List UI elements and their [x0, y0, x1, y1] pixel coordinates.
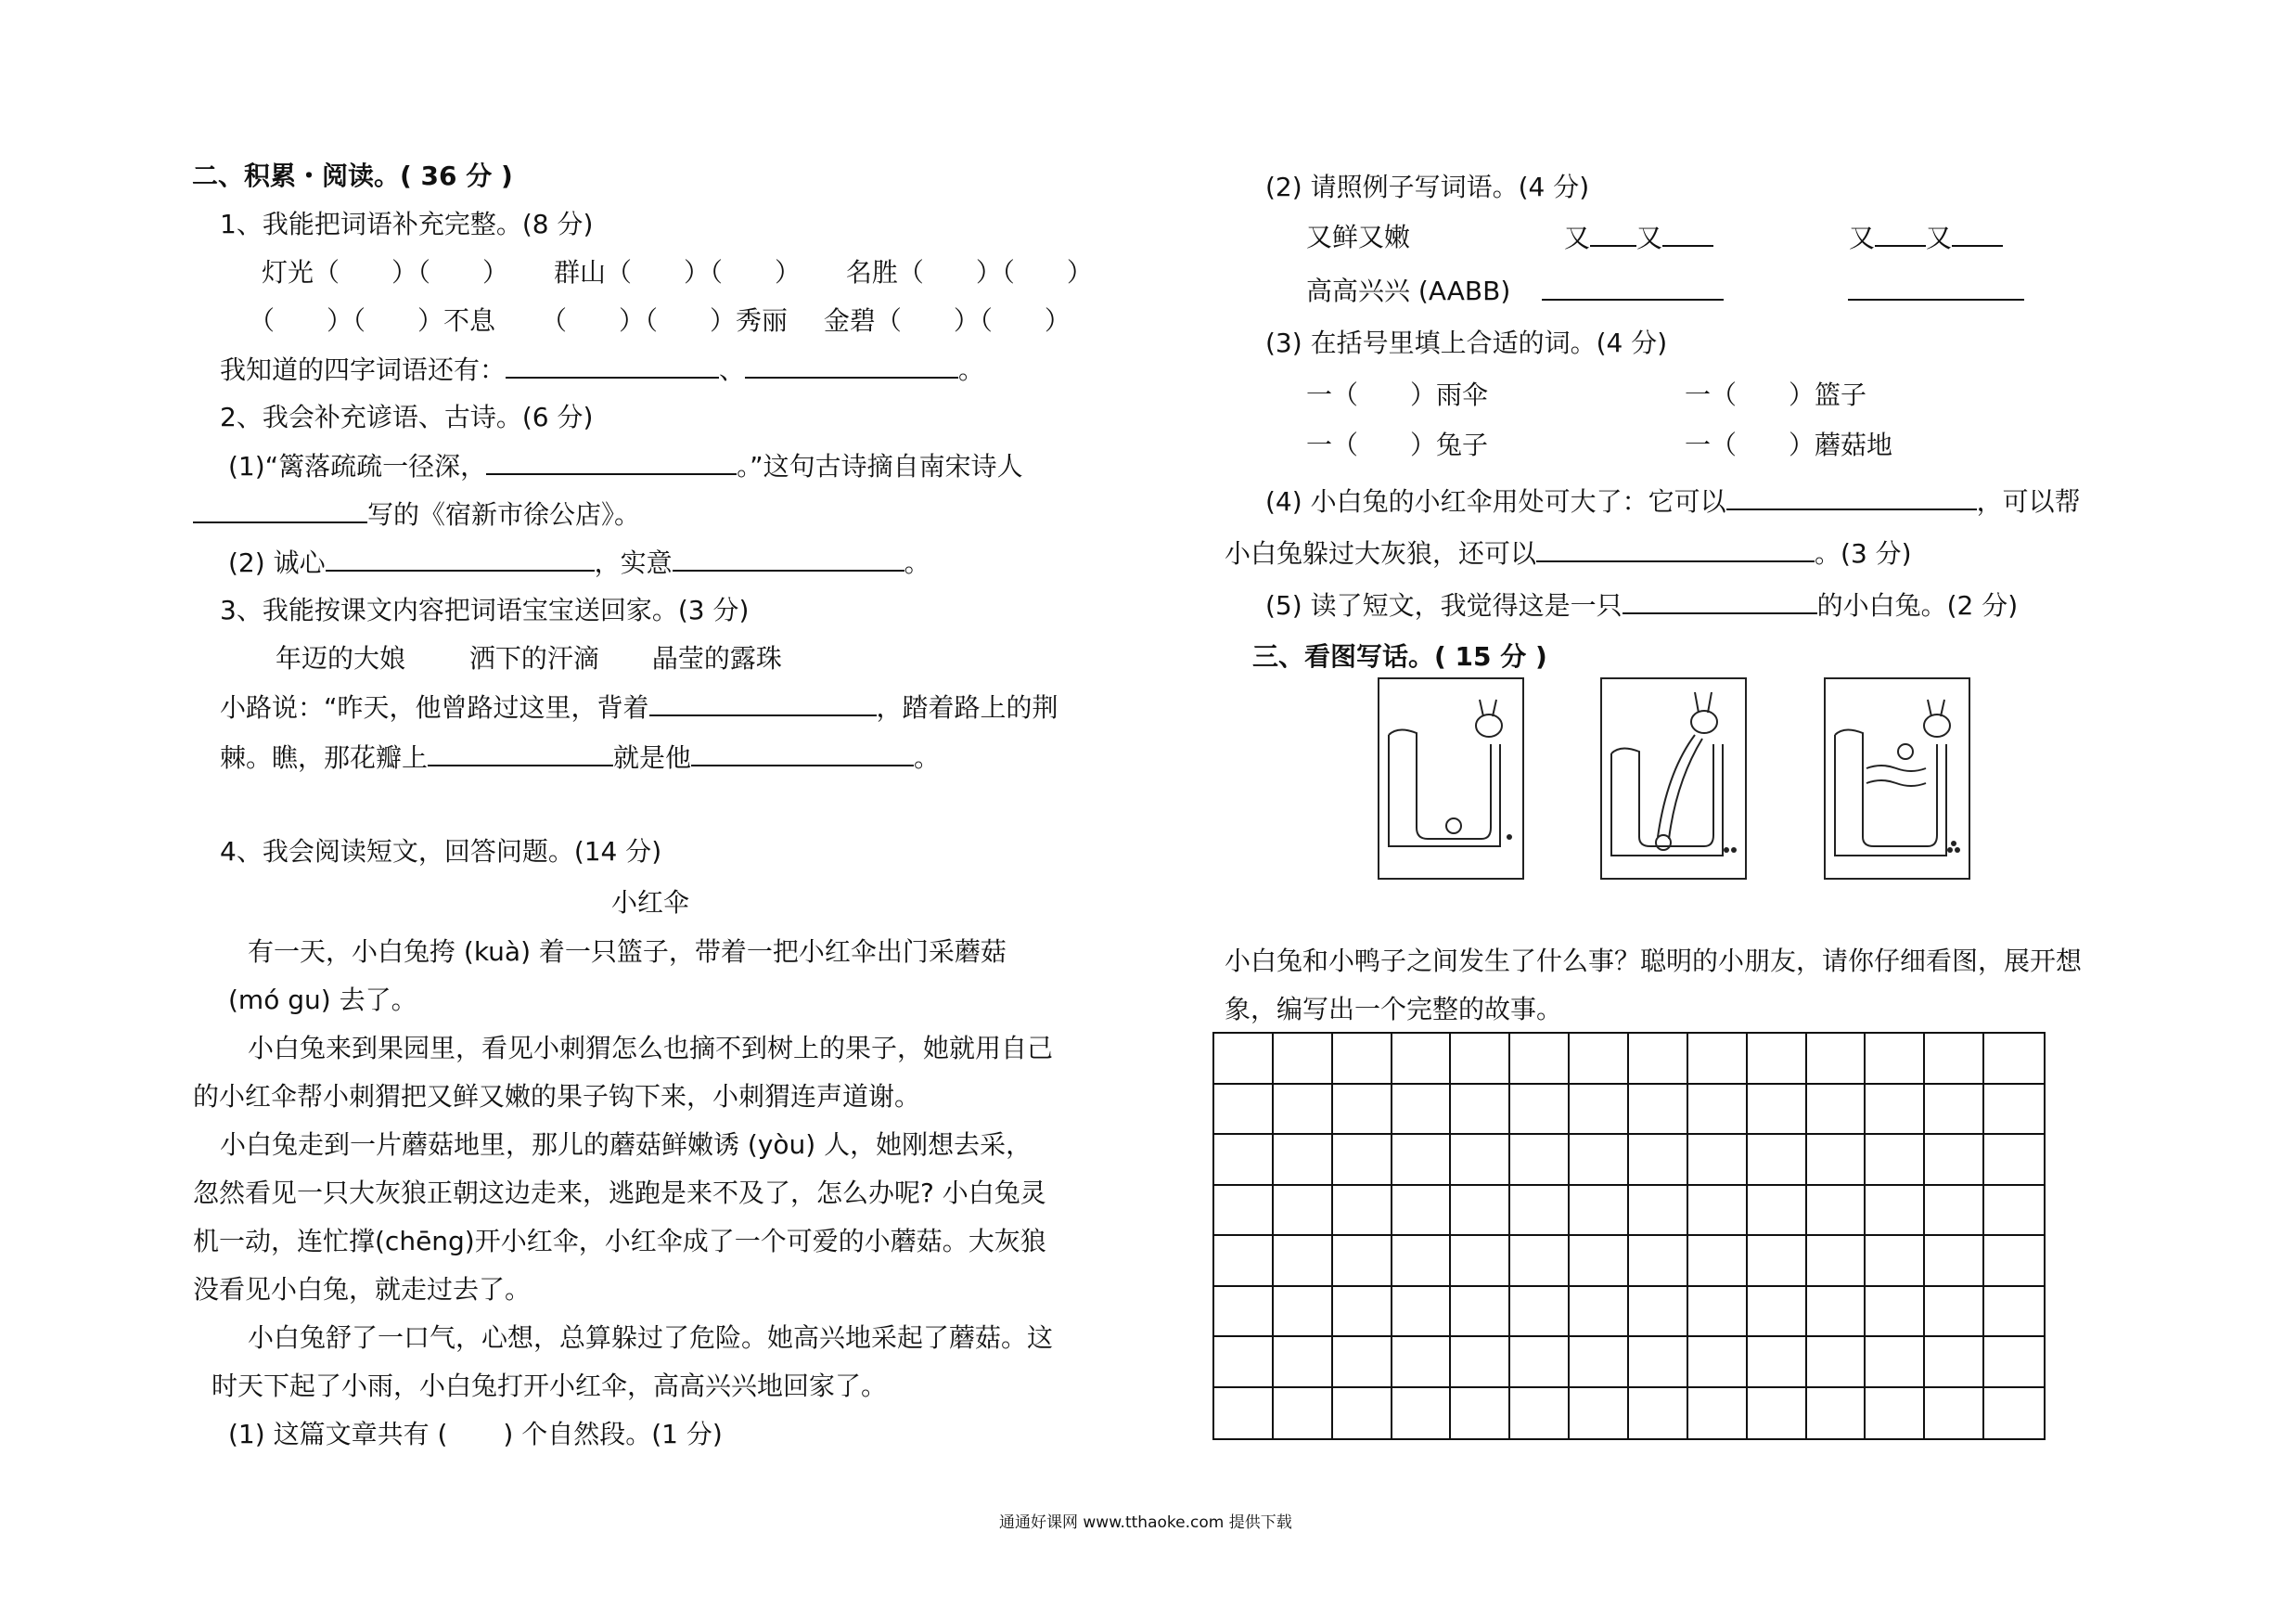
word-chip: 年迈的大娘 [276, 643, 406, 674]
q4-sub-4-line-1: (4) 小白兔的小红伞用处可大了：它可以 ，可以帮 [1265, 486, 2081, 517]
blank[interactable] [1536, 536, 1815, 562]
grid-cell[interactable] [1629, 1287, 1688, 1338]
q4-sub-2-heading: (2) 请照例子写词语。(4 分) [1265, 172, 1590, 202]
blank[interactable] [1542, 275, 1724, 301]
grid-cell[interactable] [1866, 1135, 1925, 1186]
grid-cell[interactable] [1629, 1085, 1688, 1136]
grid-cell[interactable] [1333, 1236, 1392, 1287]
grid-cell[interactable] [1807, 1287, 1866, 1338]
q4-sub-2-line-2 [1848, 275, 2024, 309]
grid-cell[interactable] [1984, 1236, 2044, 1287]
grid-cell[interactable] [1274, 1236, 1333, 1287]
q4-sub-4-line-2: 小白兔躲过大灰狼，还可以 。(3 分) [1225, 538, 1912, 569]
grid-cell[interactable] [1214, 1085, 1274, 1136]
q2-heading: 2、我会补充谚语、古诗。(6 分) [220, 402, 594, 432]
grid-cell[interactable] [1688, 1135, 1748, 1186]
q3-sentence-2: 棘。瞧，那花瓣上 就是他 。 [220, 742, 941, 773]
grid-cell[interactable] [1984, 1186, 2044, 1237]
section-2-title: 二、积累・阅读。( 36 分 ) [192, 161, 513, 191]
story-title: 小红伞 [611, 887, 690, 918]
grid-cell[interactable] [1570, 1085, 1629, 1136]
grid-cell[interactable] [1570, 1034, 1629, 1085]
grid-cell[interactable] [1214, 1186, 1274, 1237]
q4-sub-5: (5) 读了短文，我觉得这是一只 的小白兔。(2 分) [1265, 590, 2019, 621]
grid-cell[interactable] [1510, 1337, 1570, 1388]
blank[interactable] [691, 740, 914, 766]
q4-sub-2-line-1 [1542, 275, 1724, 309]
grid-cell[interactable] [1333, 1135, 1392, 1186]
grid-cell[interactable] [1274, 1135, 1333, 1186]
story-line: 时天下起了小雨，小白兔打开小红伞，高高兴兴地回家了。 [212, 1371, 888, 1401]
story-line: 有一天，小白兔挎 (kuà) 着一只篮子，带着一把小红伞出门采蘑菇 [248, 936, 1007, 967]
grid-cell[interactable] [1925, 1085, 1984, 1136]
grid-cell[interactable] [1333, 1287, 1392, 1338]
grid-cell[interactable] [1392, 1135, 1452, 1186]
grid-cell[interactable] [1570, 1236, 1629, 1287]
picture-panel-1 [1378, 677, 1524, 880]
grid-cell[interactable] [1866, 1337, 1925, 1388]
grid-cell[interactable] [1214, 1388, 1274, 1439]
grid-cell[interactable] [1392, 1337, 1452, 1388]
grid-cell[interactable] [1984, 1135, 2044, 1186]
q3-word-bank [276, 642, 782, 676]
grid-cell[interactable] [1333, 1388, 1392, 1439]
grid-cell[interactable] [1274, 1287, 1333, 1338]
word-chip: 洒下的汗滴 [468, 643, 599, 674]
blank[interactable] [326, 546, 595, 572]
grid-cell[interactable] [1629, 1337, 1688, 1388]
grid-cell[interactable] [1748, 1337, 1807, 1388]
story-line: 忽然看见一只大灰狼正朝这边走来，逃跑是来不及了，怎么办呢? 小白兔灵 [193, 1178, 1046, 1208]
grid-cell[interactable] [1214, 1337, 1274, 1388]
grid-cell[interactable] [1214, 1135, 1274, 1186]
grid-cell[interactable] [1748, 1287, 1807, 1338]
q1-word: 金碧 [823, 305, 876, 336]
story-line: 的小红伞帮小刺猬把又鲜又嫩的果子钩下来，小刺猬连声道谢。 [193, 1081, 921, 1112]
q1-word: 不息 [443, 305, 496, 336]
blank[interactable] [1848, 275, 2024, 301]
blank[interactable] [1952, 221, 2003, 247]
grid-cell[interactable] [1688, 1337, 1748, 1388]
q4-heading: 4、我会阅读短文，回答问题。(14 分) [220, 836, 662, 867]
grid-cell[interactable] [1629, 1186, 1688, 1237]
grid-cell[interactable] [1274, 1085, 1333, 1136]
grid-cell[interactable] [1688, 1388, 1748, 1439]
blank[interactable] [649, 690, 877, 716]
grid-cell[interactable] [1274, 1186, 1333, 1237]
q1-heading: 1、我能把词语补充完整。(8 分) [220, 209, 594, 239]
story-line: 小白兔舒了一口气，心想，总算躲过了危险。她高兴地采起了蘑菇。这 [248, 1322, 1054, 1353]
q1-word: 群山 [553, 257, 606, 288]
grid-cell[interactable] [1510, 1034, 1570, 1085]
writing-prompt-line-1: 小白兔和小鸭子之间发生了什么事？聪明的小朋友，请你仔细看图，展开想 [1225, 946, 2083, 976]
blank[interactable] [1590, 221, 1636, 247]
q4-sub-3-item: 一（ ）篮子 [1685, 380, 1867, 410]
picture-panel-3 [1824, 677, 1970, 880]
q4-sub-2-example-2: 高高兴兴 (AABB) [1306, 276, 1511, 306]
grid-cell[interactable] [1629, 1034, 1688, 1085]
story-line: 小白兔走到一片蘑菇地里，那儿的蘑菇鲜嫩诱 (yòu) 人，她刚想去采， [220, 1129, 1033, 1160]
grid-cell[interactable] [1925, 1388, 1984, 1439]
blank[interactable] [428, 740, 613, 766]
grid-cell[interactable] [1333, 1034, 1392, 1085]
grid-cell[interactable] [1392, 1085, 1452, 1136]
grid-cell[interactable] [1451, 1135, 1510, 1186]
grid-cell[interactable] [1392, 1034, 1452, 1085]
grid-cell[interactable] [1866, 1388, 1925, 1439]
grid-cell[interactable] [1451, 1236, 1510, 1287]
grid-cell[interactable] [1984, 1085, 2044, 1136]
grid-cell[interactable] [1510, 1135, 1570, 1186]
grid-cell[interactable] [1274, 1337, 1333, 1388]
grid-cell[interactable] [1866, 1287, 1925, 1338]
blank[interactable] [1875, 221, 1926, 247]
grid-cell[interactable] [1748, 1186, 1807, 1237]
blank[interactable] [193, 497, 367, 523]
q4-sub-2-example-1: 又鲜又嫩 [1306, 222, 1411, 252]
grid-cell[interactable] [1984, 1337, 2044, 1388]
grid-cell[interactable] [1866, 1236, 1925, 1287]
grid-cell[interactable] [1925, 1236, 1984, 1287]
grid-cell[interactable] [1333, 1337, 1392, 1388]
q3-heading: 3、我能按课文内容把词语宝宝送回家。(3 分) [220, 595, 750, 625]
story-line: 小白兔来到果园里，看见小刺猬怎么也摘不到树上的果子，她就用自己 [248, 1033, 1054, 1063]
q4-sub-3-item: 一（ ）雨伞 [1306, 380, 1489, 410]
q2-poem-line: (1)“篱落疏疏一径深， 。”这句古诗摘自南宋诗人 [228, 451, 1023, 482]
grid-cell[interactable] [1807, 1135, 1866, 1186]
grid-cell[interactable] [1807, 1388, 1866, 1439]
grid-cell[interactable] [1748, 1236, 1807, 1287]
blank[interactable] [1726, 484, 1977, 510]
q4-sub-2-blank-1: 又 又 [1564, 221, 1713, 255]
grid-cell[interactable] [1570, 1135, 1629, 1186]
grid-cell[interactable] [1392, 1388, 1452, 1439]
grid-cell[interactable] [1629, 1236, 1688, 1287]
q3-sentence-1: 小路说：“昨天，他曾路过这里，背着 ，踏着路上的荆 [220, 692, 1058, 723]
q1-row-1: 灯光（ ）（ ） 群山（ ）（ ） 名胜（ ）（ ） [262, 257, 1093, 288]
grid-cell[interactable] [1807, 1034, 1866, 1085]
grid-cell[interactable] [1748, 1034, 1807, 1085]
story-line: (mó gu) 去了。 [228, 985, 417, 1015]
grid-cell[interactable] [1807, 1337, 1866, 1388]
blank[interactable] [1662, 221, 1713, 247]
grid-cell[interactable] [1748, 1135, 1807, 1186]
grid-cell[interactable] [1748, 1388, 1807, 1439]
grid-cell[interactable] [1984, 1388, 2044, 1439]
q1-word: 秀丽 [735, 305, 788, 336]
grid-cell[interactable] [1451, 1186, 1510, 1237]
grid-cell[interactable] [1925, 1186, 1984, 1237]
grid-cell[interactable] [1925, 1034, 1984, 1085]
grid-cell[interactable] [1925, 1337, 1984, 1388]
grid-cell[interactable] [1925, 1135, 1984, 1186]
grid-cell[interactable] [1333, 1186, 1392, 1237]
q1-row-2: （ ）（ ）不息 （ ）（ ）秀丽 金碧（ ）（ ） [249, 305, 1071, 336]
grid-cell[interactable] [1451, 1287, 1510, 1338]
blank[interactable] [745, 353, 958, 379]
grid-cell[interactable] [1688, 1287, 1748, 1338]
grid-cell[interactable] [1510, 1287, 1570, 1338]
section-3-title: 三、看图写话。( 15 分 ) [1252, 641, 1547, 672]
grid-cell[interactable] [1629, 1388, 1688, 1439]
grid-cell[interactable] [1688, 1034, 1748, 1085]
grid-cell[interactable] [1688, 1085, 1748, 1136]
blank[interactable] [1623, 588, 1817, 614]
grid-cell[interactable] [1510, 1085, 1570, 1136]
grid-cell[interactable] [1866, 1085, 1925, 1136]
word-chip: 晶莹的露珠 [651, 643, 782, 674]
q1-extra-line: 我知道的四字词语还有： 、 。 [220, 354, 985, 385]
footer-credit: 通通好课网 www.tthaoke.com 提供下载 [999, 1513, 1292, 1532]
grid-cell[interactable] [1451, 1337, 1510, 1388]
grid-cell[interactable] [1688, 1236, 1748, 1287]
blank[interactable] [486, 449, 737, 475]
grid-cell[interactable] [1392, 1287, 1452, 1338]
q4-sub-1: (1) 这篇文章共有 ( ) 个自然段。(1 分) [228, 1419, 723, 1449]
q4-sub-3-item: 一（ ）兔子 [1306, 430, 1489, 460]
q4-sub-3-item: 一（ ）蘑菇地 [1685, 430, 1893, 460]
grid-cell[interactable] [1333, 1085, 1392, 1136]
grid-cell[interactable] [1392, 1186, 1452, 1237]
grid-cell[interactable] [1570, 1186, 1629, 1237]
grid-cell[interactable] [1866, 1186, 1925, 1237]
q1-word: 灯光 [262, 257, 314, 288]
writing-prompt-line-2: 象，编写出一个完整的故事。 [1225, 994, 1563, 1024]
grid-cell[interactable] [1748, 1085, 1807, 1136]
grid-cell[interactable] [1274, 1034, 1333, 1085]
grid-cell[interactable] [1214, 1236, 1274, 1287]
blank[interactable] [673, 546, 904, 572]
writing-grid[interactable] [1212, 1032, 2046, 1440]
grid-cell[interactable] [1214, 1034, 1274, 1085]
grid-cell[interactable] [1392, 1236, 1452, 1287]
grid-cell[interactable] [1688, 1186, 1748, 1237]
grid-cell[interactable] [1451, 1388, 1510, 1439]
grid-cell[interactable] [1629, 1135, 1688, 1186]
grid-cell[interactable] [1510, 1236, 1570, 1287]
grid-cell[interactable] [1807, 1186, 1866, 1237]
blank[interactable] [506, 353, 719, 379]
grid-cell[interactable] [1510, 1388, 1570, 1439]
grid-cell[interactable] [1925, 1287, 1984, 1338]
q2-proverb-line: (2) 诚心 ，实意 。 [228, 547, 930, 578]
grid-cell[interactable] [1570, 1287, 1629, 1338]
q2-poem-line-2: 写的《宿新市徐公店》。 [193, 497, 640, 532]
story-line: 机一动，连忙撑(chēng)开小红伞，小红伞成了一个可爱的小蘑菇。大灰狼 [193, 1226, 1046, 1256]
q4-sub-3-heading: (3) 在括号里填上合适的词。(4 分) [1265, 328, 1668, 358]
story-line: 没看见小白兔，就走过去了。 [193, 1274, 532, 1305]
grid-cell[interactable] [1570, 1388, 1629, 1439]
grid-cell[interactable] [1866, 1034, 1925, 1085]
grid-cell[interactable] [1214, 1287, 1274, 1338]
grid-cell[interactable] [1807, 1085, 1866, 1136]
q1-word: 名胜 [845, 257, 898, 288]
grid-cell[interactable] [1274, 1388, 1333, 1439]
grid-cell[interactable] [1807, 1236, 1866, 1287]
grid-cell[interactable] [1510, 1186, 1570, 1237]
grid-cell[interactable] [1570, 1337, 1629, 1388]
grid-cell[interactable] [1984, 1034, 2044, 1085]
q4-sub-2-blank-2: 又 又 [1849, 221, 2003, 255]
grid-cell[interactable] [1451, 1034, 1510, 1085]
grid-cell[interactable] [1451, 1085, 1510, 1136]
picture-panel-2 [1600, 677, 1747, 880]
grid-cell[interactable] [1984, 1287, 2044, 1338]
